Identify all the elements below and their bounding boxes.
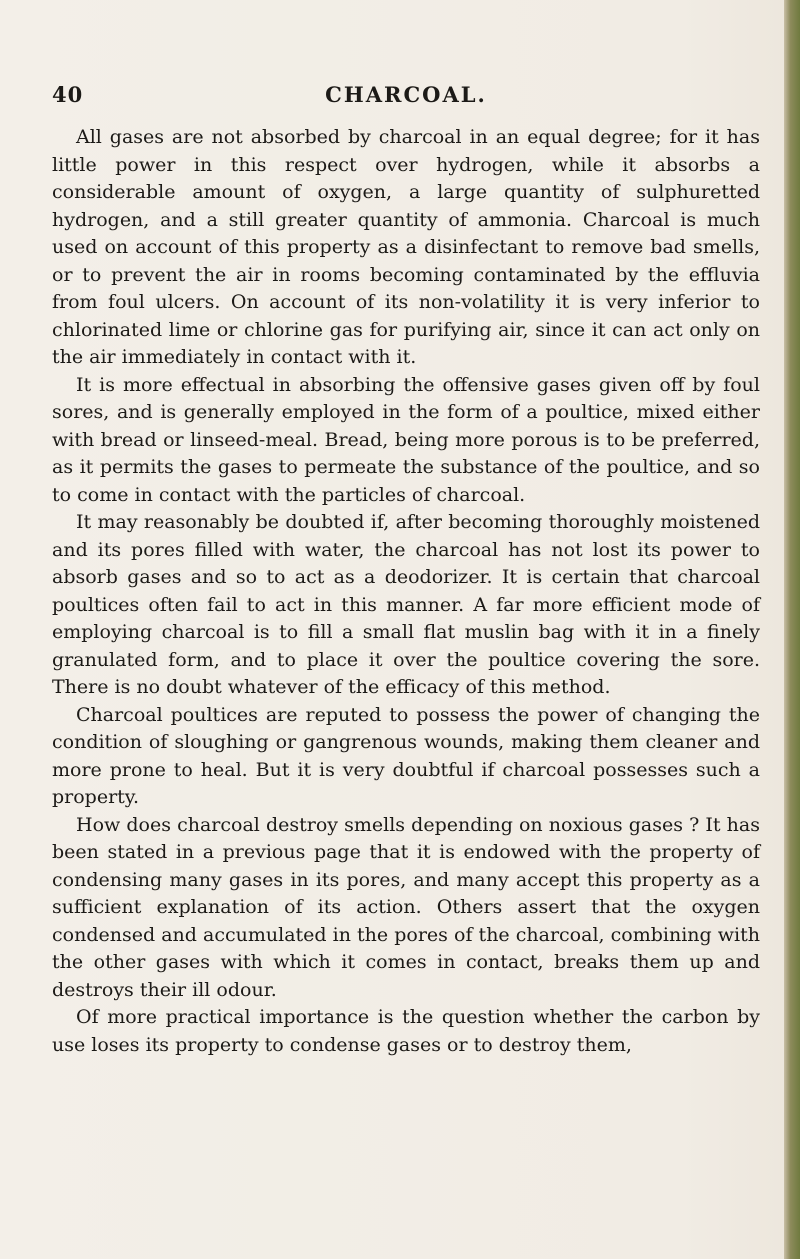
- paragraph-gas-absorption: All gases are not absorbed by charcoal in an equal degree; for it has little power in this respect over hydrogen, while it absorbs a considerable amount of oxygen, a large quantity of sulphuretted hydrogen, and a still greater quantity of ammonia. Charcoal is much used on account of this property as a disinfectant to remove bad smells, or to prevent the air in rooms becoming contaminated by the effluvia from foul ulcers. On account of its non-volatility it is very inferior to chlorinated lime or chlorine gas for purifying air, since it can act only on the air immediately in contact with it.: [52, 126, 760, 368]
- page-number: 40: [52, 82, 84, 107]
- paragraph-gangrenous-wounds: Charcoal poultices are reputed to possess the power of changing the condition of sloughing or gangrenous wounds, making them cleaner and more prone to heal. But it is very doubtful if charcoal possesses such a property.: [52, 703, 760, 808]
- page-header: [52, 82, 760, 112]
- paragraph-smell-destruction: How does charcoal destroy smells depending on noxious gases ? It has been stated in a previous page that it is endowed with the property of condensing many gases in its pores, and many accept this property as a sufficient explanation of its action. Others assert that the oxygen condensed and accumulated in the pores of the charcoal, combining with the other gases with which it comes in contact, breaks them up and destroys their ill odour.: [52, 813, 760, 1001]
- paragraph-deodorizer: It may reasonably be doubted if, after becoming thoroughly moistened and its pores filled with water, the charcoal has not lost its power to absorb gases and so to act as a deodorizer. It is certain that charcoal poultices often fail to act in this manner. A far more efficient mode of employing charcoal is to fill a small flat muslin bag with it in a finely granulated form, and to place it over the poultice covering the sore. There is no doubt whatever of the efficacy of this method.: [52, 511, 760, 698]
- page-edge: [784, 0, 800, 1259]
- body-text: [52, 124, 760, 1059]
- paragraph-carbon-question: Of more practical importance is the question whether the carbon by use loses its property to condense gases or to destroy them,: [52, 1006, 760, 1056]
- paragraph-poultice: It is more effectual in absorbing the offensive gases given off by foul sores, and is generally employed in the form of a poultice, mixed either with bread or linseed-meal. Bread, being more porous is to be preferred, as it permits the gases to permeate the substance of the poultice, and so to come in contact with the particles of charcoal.: [52, 373, 760, 506]
- running-title: CHARCOAL.: [325, 82, 487, 107]
